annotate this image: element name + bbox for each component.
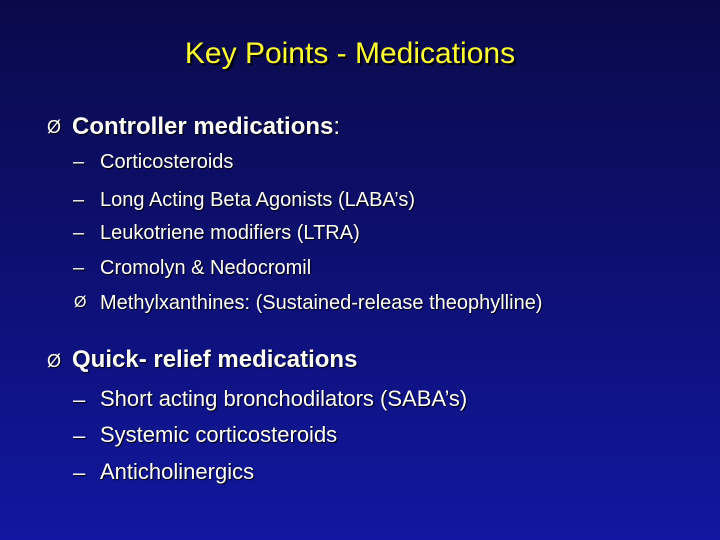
heading-suffix: :: [333, 113, 341, 140]
dash-bullet-icon: –: [73, 460, 86, 485]
dash-bullet-icon: –: [73, 423, 86, 448]
list-item: Cromolyn & Nedocromil: [100, 257, 312, 279]
list-item: Corticosteroids: [100, 151, 234, 173]
list-item: Methylxanthines: (Sustained-release theophylline): [100, 292, 543, 314]
list-item: Systemic corticosteroids: [100, 422, 338, 447]
list-item: Anticholinergics: [100, 459, 255, 484]
arrow-bullet-icon: Ø: [47, 351, 62, 371]
arrow-bullet-icon: Ø: [47, 117, 62, 137]
dash-bullet-icon: –: [73, 387, 86, 412]
list-item: Leukotriene modifiers (LTRA): [100, 222, 360, 244]
heading-text: Controller medications: [72, 113, 334, 140]
list-item: Long Acting Beta Agonists (LABA’s): [100, 189, 416, 211]
list-item: Short acting bronchodilators (SABA’s): [100, 386, 468, 411]
dash-bullet-icon: –: [73, 189, 85, 211]
dash-bullet-icon: –: [73, 151, 85, 173]
slide-title: Key Points - Medications: [184, 37, 516, 70]
dash-bullet-icon: –: [73, 257, 85, 279]
dash-bullet-icon: –: [73, 222, 85, 244]
section-heading: Quick- relief medications: [72, 346, 358, 373]
arrow-bullet-icon: Ø: [74, 294, 87, 311]
section-heading: [72, 112, 340, 142]
